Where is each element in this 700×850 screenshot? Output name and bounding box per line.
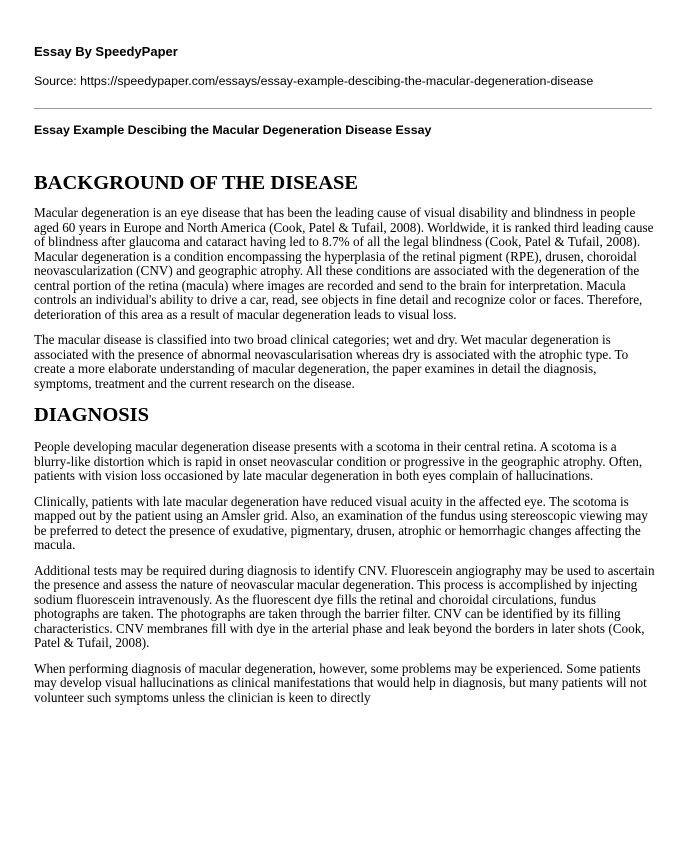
paragraph: Additional tests may be required during diagnosis to identify CNV. Fluorescein angiography may be used to ascertain the presence and assess the nature of neovascular macular degeneration. This process is accomplished by injecting sodium fluorescein intravenously. As the fluorescent dye fills the retinal and choroidal circulations, fundus photographs are taken. The photographs are taken through the barrier filter. CNV can be identified by its filling characteristics. CNV membranes fill with dye in the arterial phase and leak beyond the borders in later shots (Cook, Patel & Tufail, 2008). — [34, 562, 655, 650]
paragraph: Clinically, patients with late macular degeneration have reduced visual acuity in the affected eye. The scotoma is mapped out by the patient using an Amsler grid. Also, an examination of the fundus using stereoscopic viewing may be preferred to detect the presence of exudative, pigmentary, drusen, atrophic or hemorrhagic changes affecting the macula. — [34, 493, 648, 552]
essay-body — [34, 170, 656, 716]
brand-label: Essay By SpeedyPaper — [34, 44, 178, 59]
header-divider — [34, 108, 652, 109]
paragraph: The macular disease is classified into two broad clinical categories; wet and dry. Wet macular degeneration is associated with the presence of abnormal neovascularisation whereas dry is associated with the atrophic type. To create a more elaborate understanding of macular degeneration, the paper examines in detail the diagnosis, symptoms, treatment and the current research on the disease. — [34, 332, 629, 391]
paragraph: When performing diagnosis of macular degeneration, however, some problems may be experienced. Some patients may develop visual hallucinations as clinical manifestations that would help in diagnosis, but many patients will not volunteer such symptoms unless the clinician is keen to directly — [34, 660, 647, 705]
essay-title: Essay Example Descibing the Macular Degeneration Disease Essay — [34, 123, 432, 137]
paragraph: People developing macular degeneration disease presents with a scotoma in their central retina. A scotoma is a blurry-like distortion which is rapid in onset neovascular condition or progressive in the geographic atrophy. Often, patients with vision loss occasioned by late macular degeneration in both eyes complain of hallucinations. — [34, 439, 643, 483]
section-heading-background: BACKGROUND OF THE DISEASE — [34, 172, 359, 194]
paragraph: Macular degeneration is an eye disease that has been the leading cause of visual disability and blindness in people aged 60 years in Europe and North America (Cook, Patel & Tufail, 2008). Worldwide, it is ranked third leading cause of blindness after glaucoma and cataract having led to 8.7% of all the legal blindness (Cook, Patel & Tufail, 2008). Macular degeneration is a condition encompassing the hyperplasia of the retinal pigment (RPE), drusen, choroidal neovascularization (CNV) and geographic atrophy. All these conditions are associated with the degeneration of the central portion of the retina (macula) where images are recorded and send to the brain for interpretation. Macula controls an individual's ability to drive a car, read, see objects in fine detail and recognize color or faces. Therefore, deterioration of this area as a result of macular degeneration leads to visual loss. — [34, 205, 654, 322]
source-line: Source: https://speedypaper.com/essays/essay-example-descibing-the-macular-degeneration-disease — [34, 74, 594, 88]
section-heading-diagnosis: DIAGNOSIS — [34, 404, 150, 426]
